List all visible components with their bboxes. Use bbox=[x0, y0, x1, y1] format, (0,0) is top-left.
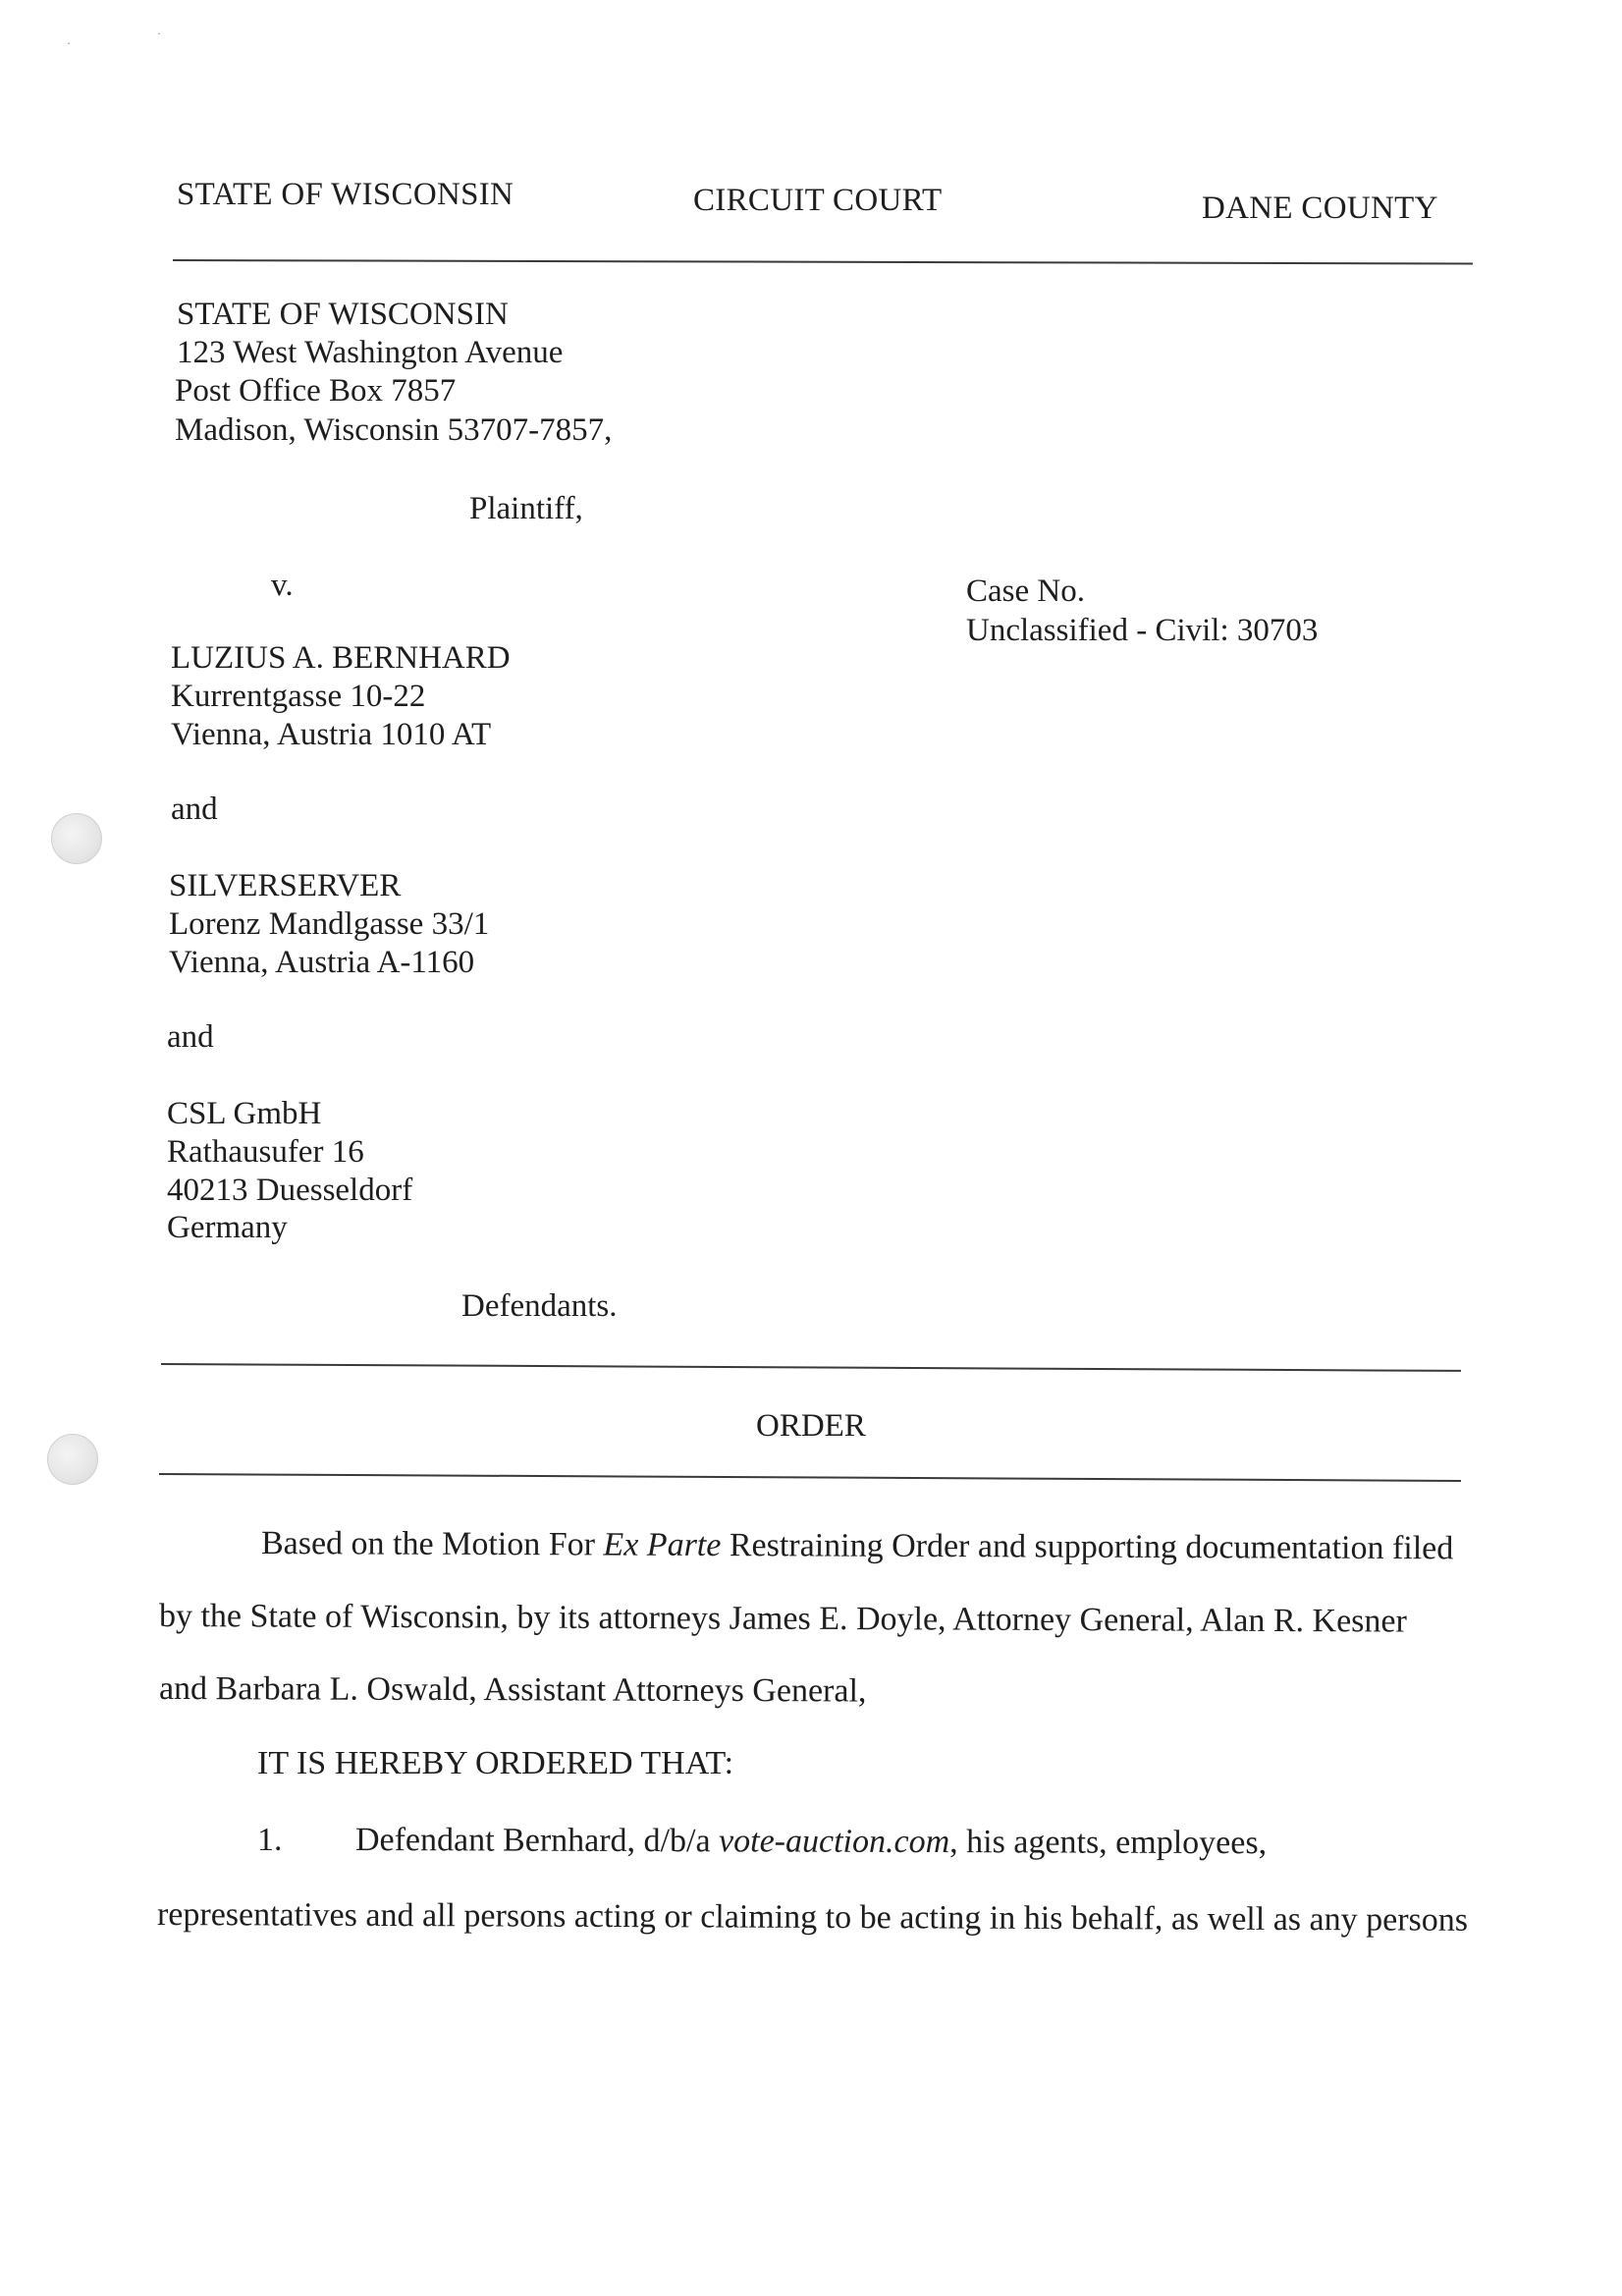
order-title: ORDER bbox=[756, 1408, 866, 1444]
caption-rule bbox=[173, 259, 1473, 264]
plaintiff-address-line: Post Office Box 7857 bbox=[175, 373, 457, 409]
body-text: Restraining Order and supporting documentation filed bbox=[721, 1527, 1454, 1567]
body-text: , his agents, employees, bbox=[949, 1824, 1268, 1862]
defendant-name: LUZIUS A. BERNHARD bbox=[171, 640, 511, 676]
body-paragraph-line: by the State of Wisconsin, by its attorneys James E. Doyle, Attorney General, Alan R. Kesner bbox=[158, 1598, 1407, 1640]
hole-punch-mark bbox=[51, 813, 102, 864]
versus-label: v. bbox=[271, 568, 294, 603]
defendant-name: CSL GmbH bbox=[167, 1096, 322, 1131]
order-top-rule bbox=[161, 1363, 1461, 1372]
defendant-address-line: Vienna, Austria A-1160 bbox=[169, 945, 475, 980]
case-label: Case No. bbox=[966, 574, 1085, 609]
scan-speck: · bbox=[157, 27, 161, 40]
conjunction-and: and bbox=[171, 792, 218, 827]
hole-punch-mark bbox=[47, 1434, 98, 1485]
defendant-address-line: Germany bbox=[167, 1210, 288, 1245]
caption-court: CIRCUIT COURT bbox=[693, 183, 943, 218]
defendant-address-line: Lorenz Mandlgasse 33/1 bbox=[169, 906, 490, 942]
defendant-address-line: Rathausufer 16 bbox=[167, 1134, 364, 1170]
body-text-italic: Ex Parte bbox=[603, 1526, 722, 1564]
defendants-role: Defendants. bbox=[461, 1288, 618, 1324]
case-number: Unclassified - Civil: 30703 bbox=[966, 613, 1319, 648]
plaintiff-address-line: Madison, Wisconsin 53707-7857, bbox=[175, 412, 613, 448]
item-text-line: representatives and all persons acting or claiming to be acting in his behalf, as well as any persons bbox=[156, 1896, 1469, 1939]
item-text-line bbox=[355, 1821, 1267, 1863]
body-text: Based on the Motion For bbox=[260, 1525, 604, 1563]
defendant-name: SILVERSERVER bbox=[169, 868, 402, 903]
plaintiff-name: STATE OF WISCONSIN bbox=[177, 297, 509, 332]
defendant-address-line: 40213 Duesseldorf bbox=[167, 1173, 413, 1208]
ordered-heading: IT IS HEREBY ORDERED THAT: bbox=[257, 1745, 734, 1781]
body-paragraph-line bbox=[261, 1524, 1454, 1568]
body-paragraph-line: and Barbara L. Oswald, Assistant Attorneys General, bbox=[158, 1670, 867, 1710]
body-text: Defendant Bernhard, d/b/a bbox=[354, 1822, 720, 1860]
caption-state: STATE OF WISCONSIN bbox=[177, 177, 514, 212]
item-number: 1. bbox=[257, 1822, 283, 1858]
defendant-address-line: Kurrentgasse 10-22 bbox=[171, 679, 426, 714]
caption-county: DANE COUNTY bbox=[1202, 191, 1438, 226]
scan-speck: · bbox=[67, 36, 71, 50]
body-text-italic: vote-auction.com bbox=[719, 1823, 950, 1861]
order-bottom-rule bbox=[159, 1473, 1461, 1482]
plaintiff-address-line: 123 West Washington Avenue bbox=[177, 335, 564, 370]
conjunction-and: and bbox=[167, 1019, 214, 1055]
plaintiff-role: Plaintiff, bbox=[469, 491, 583, 526]
defendant-address-line: Vienna, Austria 1010 AT bbox=[171, 717, 492, 752]
